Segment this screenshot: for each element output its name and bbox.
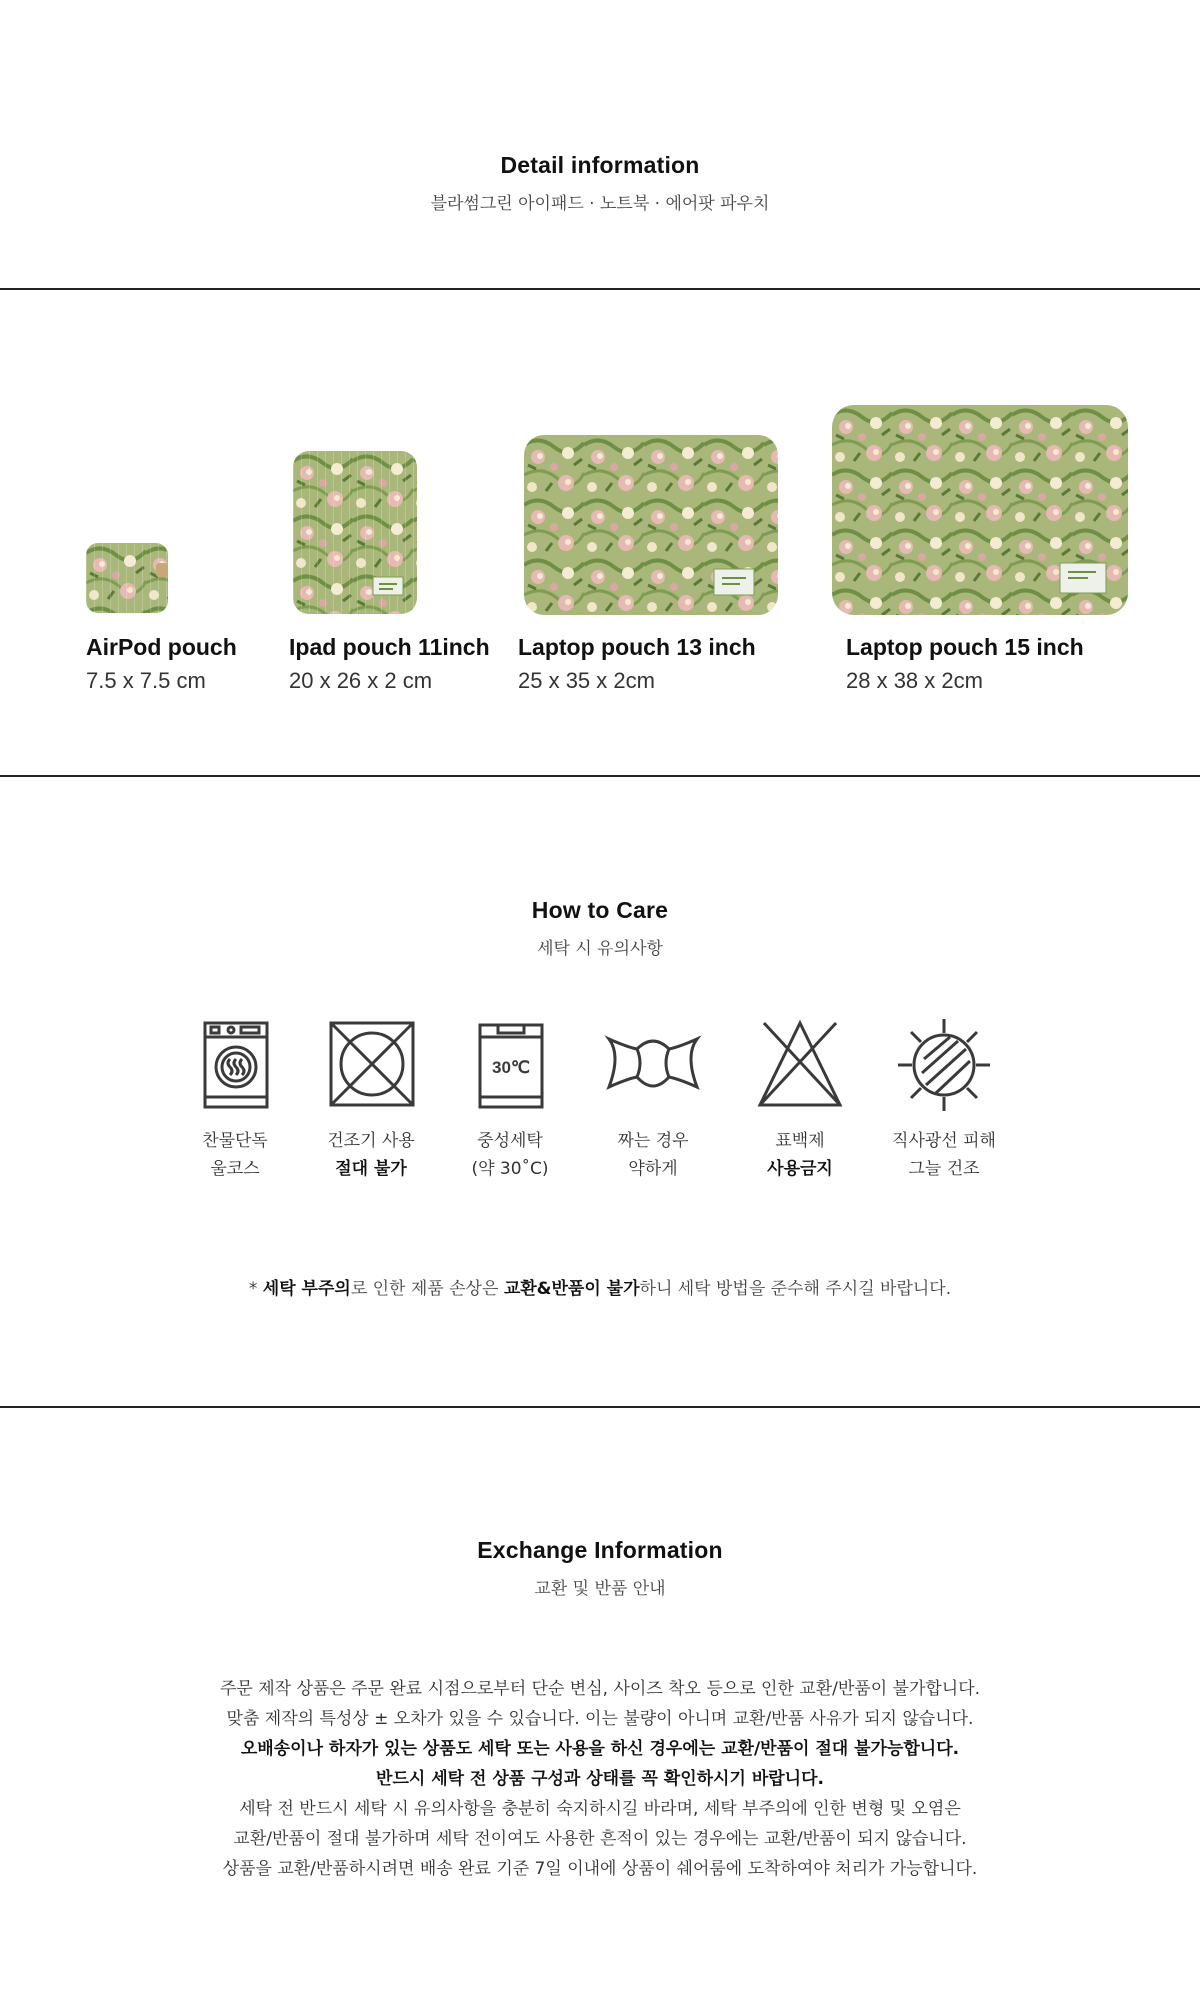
care-label-bleach [730, 1127, 870, 1183]
washing-machine-icon [185, 1015, 285, 1115]
care-title: How to Care [531, 897, 669, 923]
care-label-30c [440, 1127, 580, 1183]
care-item-tumble [301, 1015, 441, 1183]
product-name-airpod: AirPod pouch [86, 634, 237, 660]
exchange-line-2: 맞춤 제작의 특성상 ± 오차가 있을 수 있습니다. 이는 불량이 아니며 교환/반품 사유가 되지 않습니다. [226, 1709, 974, 1729]
care-label-30c-line2: (약 30˚C) [471, 1159, 549, 1179]
ipad-pouch-image [293, 451, 417, 614]
divider-middle [0, 775, 1200, 777]
care-label-wash [165, 1127, 305, 1183]
no-bleach-icon [750, 1015, 850, 1115]
product-size-laptop15: 28 x 38 x 2cm [846, 668, 983, 693]
product-name-laptop15: Laptop pouch 15 inch [846, 634, 1084, 660]
care-item-30c [440, 1015, 580, 1183]
airpod-pouch-image [86, 543, 168, 613]
detail-header [0, 152, 1200, 214]
care-label-wash-line1: 찬물단독 [202, 1131, 268, 1151]
care-note-prefix: * [248, 1279, 263, 1299]
care-item-wash [165, 1015, 305, 1183]
care-note-mid: 로 인한 제품 손상은 [350, 1279, 504, 1299]
no-tumble-dry-icon [321, 1015, 421, 1115]
care-label-wring [583, 1127, 723, 1183]
care-subtitle: 세탁 시 유의사항 [537, 939, 663, 959]
product-size-airpod: 7.5 x 7.5 cm [86, 668, 206, 693]
care-label-tumble-line1: 건조기 사용 [327, 1131, 415, 1151]
divider-bottom [0, 1406, 1200, 1408]
care-item-wring [583, 1015, 723, 1183]
laptop13-pouch-image [524, 435, 778, 615]
care-label-tumble-line2: 절대 불가 [335, 1159, 407, 1179]
product-size-ipad: 20 x 26 x 2 cm [289, 668, 433, 693]
wash-30c-icon-text: 30℃ [491, 1058, 531, 1077]
care-label-30c-line1: 중성세탁 [477, 1131, 543, 1151]
care-label-tumble [301, 1127, 441, 1183]
exchange-line-6: 교환/반품이 절대 불가하며 세탁 전이여도 사용한 흔적이 있는 경우에는 교환/반품이 되지 않습니다. [233, 1829, 967, 1849]
exchange-line-1: 주문 제작 상품은 주문 완료 시점으로부터 단순 변심, 사이즈 착오 등으로 인한 교환/반품이 불가합니다. [219, 1679, 981, 1699]
exchange-title: Exchange Information [477, 1537, 723, 1563]
exchange-line-3: 오배송이나 하자가 있는 상품도 세탁 또는 사용을 하신 경우에는 교환/반품이 절대 불가능합니다. [240, 1739, 960, 1759]
care-label-bleach-line2: 사용금지 [767, 1159, 833, 1179]
care-label-shade [874, 1127, 1014, 1183]
care-label-bleach-line1: 표백제 [775, 1131, 825, 1151]
divider-top [0, 288, 1200, 290]
exchange-line-7: 상품을 교환/반품하시려면 배송 완료 기준 7일 이내에 상품이 쉐어룸에 도착하여야 처리가 가능합니다. [222, 1859, 978, 1879]
shade-dry-icon [894, 1015, 994, 1115]
exchange-header [0, 1537, 1200, 1599]
care-label-wash-line2: 울코스 [210, 1159, 260, 1179]
care-note-bold1: 세탁 부주의 [262, 1279, 351, 1299]
care-header [0, 897, 1200, 959]
care-note-suffix: 하니 세탁 방법을 준수해 주시길 바랍니다. [639, 1279, 952, 1299]
exchange-line-5: 세탁 전 반드시 세탁 시 유의사항을 충분히 숙지하시길 바라며, 세탁 부주의에 인한 변형 및 오염은 [239, 1799, 961, 1819]
care-label-shade-line2: 그늘 건조 [908, 1159, 980, 1179]
product-size-laptop13: 25 x 35 x 2cm [518, 668, 655, 693]
care-label-wring-line2: 약하게 [628, 1159, 678, 1179]
laptop15-pouch-image [832, 405, 1128, 615]
care-label-shade-line1: 직사광선 피해 [892, 1131, 996, 1151]
care-label-wring-line1: 짜는 경우 [617, 1131, 689, 1151]
care-item-shade [874, 1015, 1014, 1183]
care-note [0, 1274, 1200, 1299]
detail-subtitle: 블라썸그린 아이패드 · 노트북 · 에어팟 파우치 [430, 194, 770, 214]
product-name-laptop13: Laptop pouch 13 inch [518, 634, 756, 660]
wash-30c-icon [460, 1015, 560, 1115]
detail-title: Detail information [500, 152, 700, 178]
exchange-line-4: 반드시 세탁 전 상품 구성과 상태를 꼭 확인하시기 바랍니다. [376, 1769, 824, 1789]
care-note-bold2: 교환&반품이 불가 [503, 1279, 640, 1299]
product-name-ipad: Ipad pouch 11inch [289, 634, 490, 660]
wring-gently-icon [603, 1015, 703, 1115]
exchange-subtitle: 교환 및 반품 안내 [534, 1579, 666, 1599]
exchange-body [0, 1674, 1200, 1884]
care-item-bleach [730, 1015, 870, 1183]
